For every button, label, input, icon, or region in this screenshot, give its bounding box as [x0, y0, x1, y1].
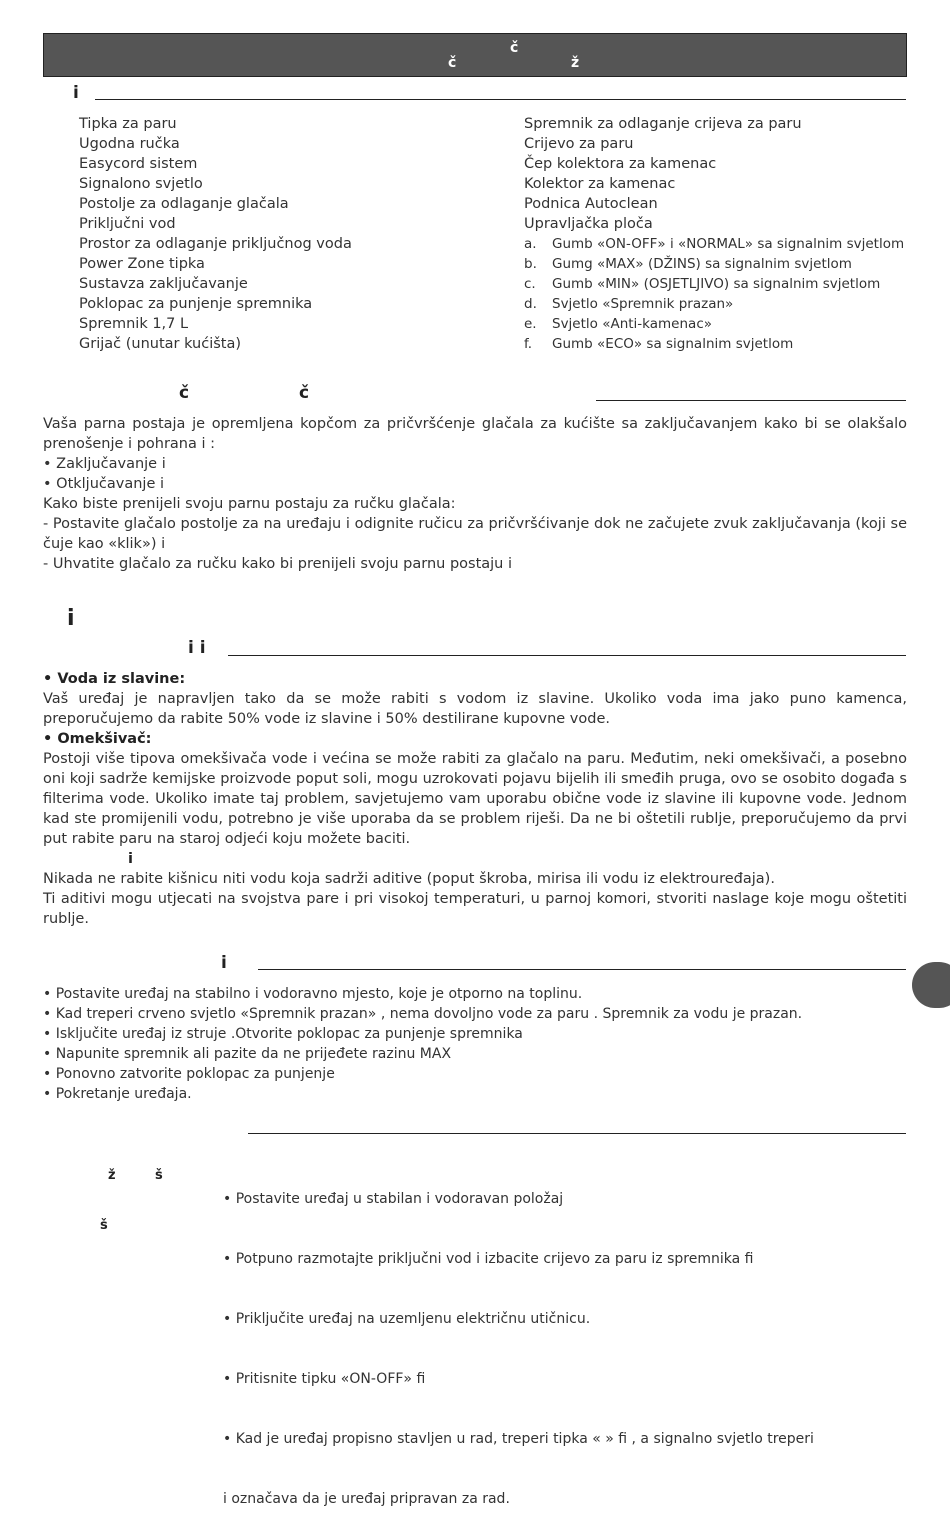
section1-rule — [95, 99, 906, 100]
list-item: • Zaključavanje i — [43, 456, 166, 472]
panel-item-a — [524, 234, 904, 254]
list-item: - Uhvatite glačalo za ručku kako bi prenijeli svoju parnu postaju i — [43, 556, 513, 572]
list-item: • Postavite uređaj na stabilno i vodoravno mjesto, koje je otporno na toplinu. — [43, 986, 583, 1002]
section2-heading-a: č — [179, 383, 190, 403]
list-item: Priključni vod — [79, 216, 176, 232]
title-banner — [43, 33, 907, 77]
parts-list-left — [79, 114, 352, 354]
page-tab-marker — [912, 962, 950, 1008]
list-item: • Isključite uređaj iz struje .Otvorite poklopac za punjenje spremnika — [43, 1026, 523, 1042]
panel-item-f — [524, 334, 904, 354]
section3-sub-heading: i i — [188, 638, 206, 658]
section3-text — [43, 669, 907, 929]
list-item: Podnica Autoclean — [524, 196, 658, 212]
panel-item-c — [524, 274, 904, 294]
panel-item-d — [524, 294, 904, 314]
paragraph: Ti aditivi mogu utjecati na svojstva pare i pri visokoj temperaturi, u parnoj komori, stvoriti naslage koje mogu oštetiti rublje. — [43, 891, 907, 927]
panel-item-letter: e. — [524, 316, 537, 332]
list-item: - Postavite glačalo postolje za na uređaju i odignite ručicu za pričvršćivanje dok ne začujete zvuk zaključavanja (koji se čuje kao «klik») i — [43, 516, 907, 552]
list-item: • Otključavanje i — [43, 476, 165, 492]
warning-mark: i — [128, 851, 133, 867]
list-item: • Potpuno razmotajte priključni vod i izbacite crijevo za paru iz spremnika fi — [223, 1251, 754, 1267]
list-item: Power Zone tipka — [79, 256, 205, 272]
section3-rule — [228, 655, 906, 656]
list-item: • Kad treperi crveno svjetlo «Spremnik prazan» , nema dovoljno vode za paru . Spremnik za vodu je prazan. — [43, 1006, 803, 1022]
list-item: • Pokretanje uređaja. — [43, 1086, 192, 1102]
list-item: • Kad je uređaj propisno stavljen u rad, treperi tipka « » fi , a signalno svjetlo treperi — [223, 1431, 814, 1447]
banner-line-1: č — [510, 40, 519, 56]
section2-heading-b: č — [299, 383, 310, 403]
panel-item-letter: f. — [524, 336, 533, 352]
list-item: • Ponovno zatvorite poklopac za punjenje — [43, 1066, 335, 1082]
softener-title: • Omekšivač: — [43, 731, 152, 747]
section5-rule — [248, 1133, 906, 1134]
panel-item-text: Gumb «MIN» (OSJETLJIVO) sa signalnim svjetlom — [552, 276, 881, 292]
panel-item-text: Gumb «ECO» sa signalnim svjetlom — [552, 336, 794, 352]
list-item: Prostor za odlaganje priključnog voda — [79, 236, 352, 252]
list-item: Grijač (unutar kućišta) — [79, 336, 242, 352]
panel-item-text: Svjetlo «Anti-kamenac» — [552, 316, 712, 332]
paragraph: Postoji više tipova omekšivača vode i većina se može rabiti za glačalo na paru. Međutim, neki omekšivači, a posebno oni koji sadrže kemijske proizvode poput soli, mogu uzrokovati pojavu bijelih ili smeđih pruga, ovo se osobito događa s filterima vode. Ukoliko imate taj problem, savjetujemo vam uporabu obične vode iz slavine ili kupovne vode. Jednom kad ste promijenili vodu, potrebno je više uporaba da se problem riješi. Da ne bi oštetili rublje, preporučujemo da prvi put rabite paru na staroj odjeći koju možete baciti. — [43, 751, 907, 847]
list-item: • Postavite uređaj u stabilan i vodoravan položaj — [223, 1191, 564, 1207]
list-item: Crijevo za paru — [524, 136, 634, 152]
section2-text — [43, 414, 907, 574]
section3-big-heading: i — [67, 606, 75, 631]
section2-rule — [596, 400, 906, 401]
paragraph: Kako biste prenijeli svoju parnu postaju za ručku glačala: — [43, 496, 456, 512]
list-item: Upravljačka ploča — [524, 216, 653, 232]
parts-list-right — [524, 114, 904, 354]
list-item: • Pritisnite tipku «ON-OFF» fi — [223, 1371, 426, 1387]
list-item: Ugodna ručka — [79, 136, 180, 152]
list-item: i označava da je uređaj pripravan za rad. — [223, 1491, 510, 1507]
panel-item-e — [524, 314, 904, 334]
list-item: Easycord sistem — [79, 156, 198, 172]
section1-heading: i — [73, 83, 79, 103]
section5-bullets — [223, 1149, 907, 1529]
list-item: Tipka za paru — [79, 116, 177, 132]
paragraph: Vaša parna postaja je opremljena kopčom za pričvršćenje glačala za kućište sa zaključavanjem kako bi se olakšalo prenošenje i pohrana i : — [43, 416, 907, 452]
section5-side-a2: š — [155, 1168, 163, 1183]
section4-bullets — [43, 984, 907, 1104]
list-item: Sustavza zaključavanje — [79, 276, 248, 292]
section4-rule — [258, 969, 906, 970]
section4-heading: i — [221, 953, 227, 973]
list-item: • Napunite spremnik ali pazite da ne prijeđete razinu MAX — [43, 1046, 452, 1062]
panel-item-letter: d. — [524, 296, 537, 312]
panel-item-b — [524, 254, 904, 274]
panel-item-text: Gumg «MAX» (DŽINS) sa signalnim svjetlom — [552, 256, 852, 272]
banner-line-2a: č — [448, 55, 457, 71]
list-item: Postolje za odlaganje glačala — [79, 196, 289, 212]
list-item: Spremnik 1,7 L — [79, 316, 189, 332]
list-item: Kolektor za kamenac — [524, 176, 676, 192]
panel-item-letter: c. — [524, 276, 536, 292]
list-item: • Priključite uređaj na uzemljenu električnu utičnicu. — [223, 1311, 591, 1327]
list-item: Poklopac za punjenje spremnika — [79, 296, 313, 312]
banner-line-2b: ž — [571, 55, 580, 71]
section5-side-a1: ž — [108, 1168, 116, 1183]
water-title: • Voda iz slavine: — [43, 671, 186, 687]
panel-item-text: Gumb «ON-OFF» i «NORMAL» sa signalnim svjetlom — [552, 236, 905, 252]
panel-item-letter: a. — [524, 236, 537, 252]
panel-item-text: Svjetlo «Spremnik prazan» — [552, 296, 734, 312]
paragraph: Nikada ne rabite kišnicu niti vodu koja sadrži aditive (poput škroba, mirisa ili vodu iz elektrouređaja). — [43, 871, 775, 887]
paragraph: Vaš uređaj je napravljen tako da se može rabiti s vodom iz slavine. Ukoliko voda ima jako puno kamenca, preporučujemo da rabite 50% vode iz slavine i 50% destilirane kupovne vode. — [43, 691, 907, 727]
panel-item-letter: b. — [524, 256, 537, 272]
list-item: Čep kolektora za kamenac — [524, 156, 717, 172]
list-item: Spremnik za odlaganje crijeva za paru — [524, 116, 802, 132]
section5-side-b: š — [100, 1218, 108, 1233]
list-item: Signalono svjetlo — [79, 176, 203, 192]
